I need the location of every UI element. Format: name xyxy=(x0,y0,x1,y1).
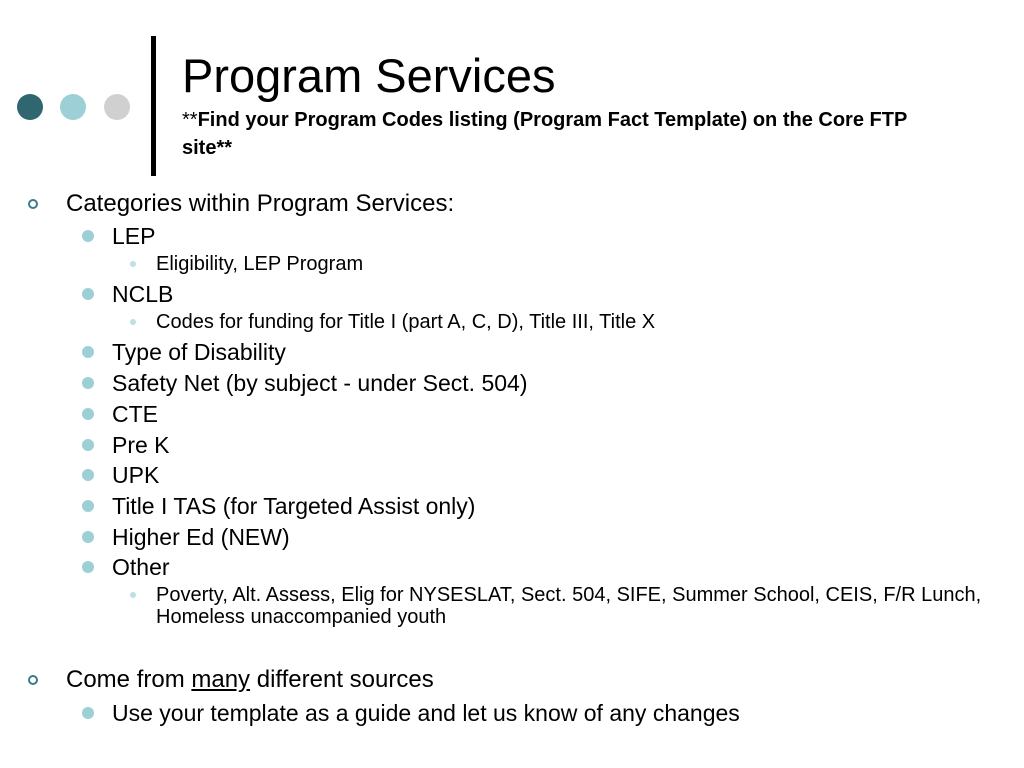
list-item: Use your template as a guide and let us know of any changes xyxy=(112,700,740,726)
bullet-marker xyxy=(82,531,94,543)
dot-gray xyxy=(104,94,130,120)
bullet-marker xyxy=(82,408,94,420)
bullet-marker xyxy=(82,288,94,300)
list-item xyxy=(66,665,434,695)
bullet-marker xyxy=(82,439,94,451)
bullet-marker xyxy=(82,346,94,358)
bullet-marker xyxy=(28,199,38,209)
list-item: Poverty, Alt. Assess, Elig for NYSESLAT, Sect. 504, SIFE, Summer School, CEIS, F/R Lunch, Homeless unaccompanied youth xyxy=(156,584,982,628)
bullet-marker xyxy=(130,261,136,267)
bullet-marker xyxy=(82,707,94,719)
dot-dark xyxy=(17,94,43,120)
subtitle-prefix: ** xyxy=(182,109,198,131)
sources-text-pre: Come from xyxy=(66,666,192,693)
sources-text-underlined: many xyxy=(191,666,251,693)
list-item: Pre K xyxy=(112,432,170,458)
bullet-marker xyxy=(82,469,94,481)
list-item: CTE xyxy=(112,401,158,427)
slide-subtitle xyxy=(182,106,942,162)
slide-title: Program Services xyxy=(182,49,556,102)
list-item: NCLB xyxy=(112,281,174,307)
list-item: Title I TAS (for Targeted Assist only) xyxy=(112,493,476,519)
bullet-marker xyxy=(130,319,136,325)
bullet-marker xyxy=(82,377,94,389)
bullet-marker xyxy=(130,592,136,598)
title-divider xyxy=(151,36,156,176)
list-item: Type of Disability xyxy=(112,339,286,365)
sources-text-post: different sources xyxy=(250,666,434,693)
list-item: LEP xyxy=(112,223,156,249)
dot-teal xyxy=(60,94,86,120)
list-item: Other xyxy=(112,554,170,580)
subtitle-text: Find your Program Codes listing (Program Fact Template) on the Core FTP site** xyxy=(182,109,907,159)
list-item: Higher Ed (NEW) xyxy=(112,524,290,550)
list-item: Safety Net (by subject - under Sect. 504) xyxy=(112,370,528,396)
bullet-marker xyxy=(82,230,94,242)
list-item: Eligibility, LEP Program xyxy=(156,253,364,275)
bullet-marker xyxy=(82,561,94,573)
bullet-marker xyxy=(28,675,38,685)
list-item: Categories within Program Services: xyxy=(66,190,455,217)
list-item: UPK xyxy=(112,462,160,488)
list-item: Codes for funding for Title I (part A, C, D), Title III, Title X xyxy=(156,311,656,333)
bullet-marker xyxy=(82,500,94,512)
